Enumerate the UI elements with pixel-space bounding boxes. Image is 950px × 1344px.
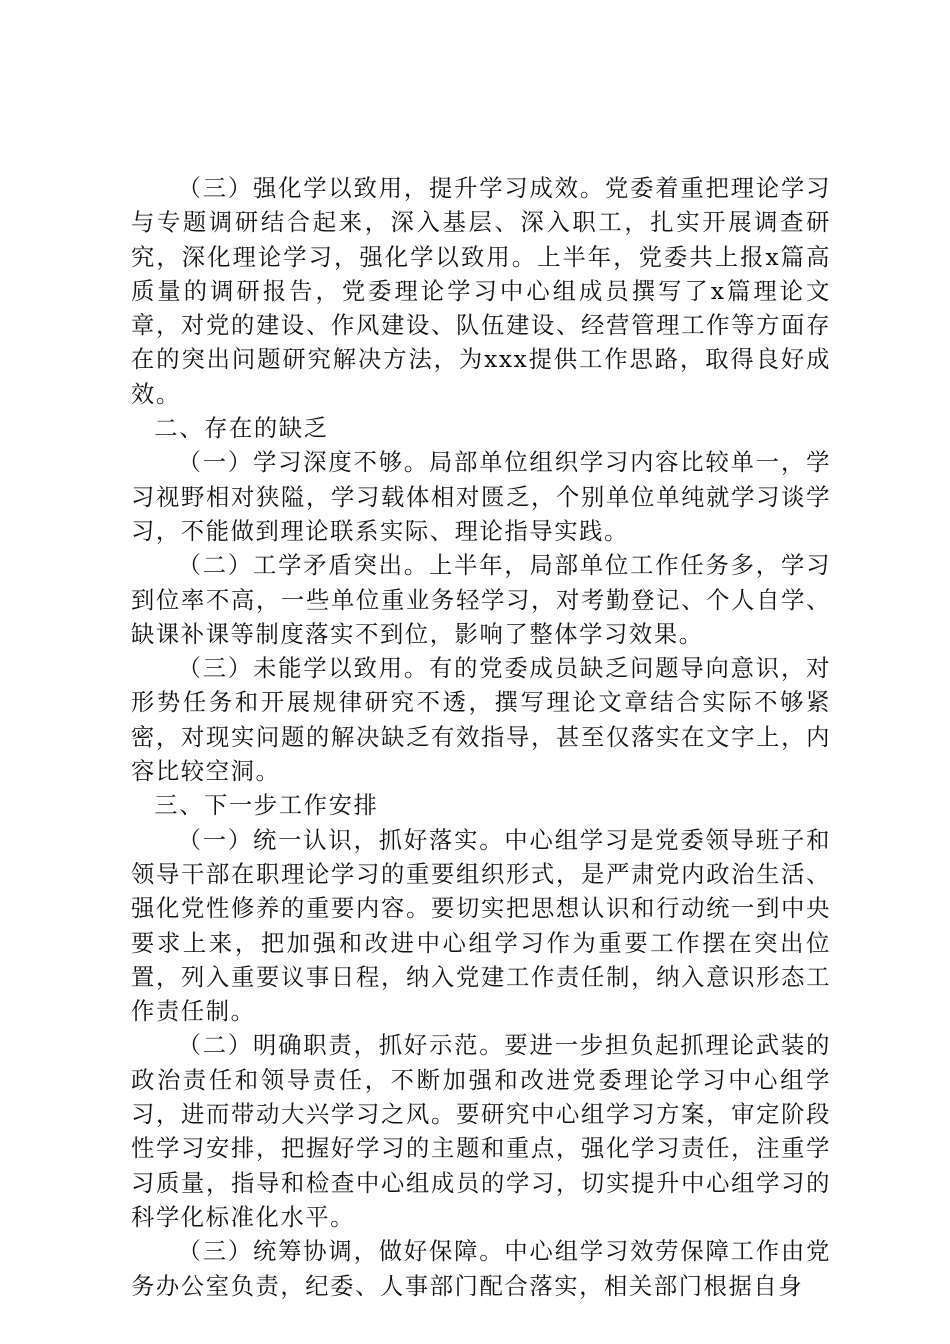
section-heading-next-steps: 三、下一步工作安排 bbox=[154, 792, 379, 820]
paragraph-unify-understanding: （一）统一认识，抓好落实。中心组学习是党委领导班子和领导干部在职理论学习的重要组织形式，是严肃党内政治生活、强化党性修养的重要内容。要切实把思想认识和行动统一到中央要求上来，把加强和改进中心组学习作为重要工作摆在突出位置，列入重要议事日程，纳入党建工作责任制，纳入意识形态工作责任制。 bbox=[131, 826, 831, 1026]
paragraph-clarify-duties: （二）明确职责，抓好示范。要进一步担负起抓理论武装的政治责任和领导责任，不断加强和改进党委理论学习中心组学习，进而带动大兴学习之风。要研究中心组学习方案，审定阶段性学习安排，把握好学习的主题和重点，强化学习责任，注重学习质量，指导和检查中心组成员的学习，切实提升中心组学习的科学化标准化水平。 bbox=[131, 1032, 831, 1231]
document-page bbox=[131, 172, 831, 1304]
paragraph-not-applied: （三）未能学以致用。有的党委成员缺乏问题导向意识，对形势任务和开展规律研究不透，撰写理论文章结合实际不够紧密，对现实问题的解决缺乏有效指导，甚至仅落实在文字上，内容比较空洞。 bbox=[131, 655, 831, 786]
paragraph-strengthen-application: （三）强化学以致用，提升学习成效。党委着重把理论学习与专题调研结合起来，深入基层、深入职工，扎实开展调查研究，深化理论学习，强化学以致用。上半年，党委共上报x篇高质量的调研报告，党委理论学习中心组成员撰写了x篇理论文章，对党的建设、作风建设、队伍建设、经营管理工作等方面存在的突出问题研究解决方法，为xxx提供工作思路，取得良好成效。 bbox=[131, 175, 831, 408]
paragraph-insufficient-depth: （一）学习深度不够。局部单位组织学习内容比较单一，学习视野相对狭隘，学习载体相对匮乏，个别单位单纯就学习谈学习，不能做到理论联系实际、理论指导实践。 bbox=[131, 449, 831, 545]
section-heading-shortcomings: 二、存在的缺乏 bbox=[154, 415, 329, 443]
paragraph-coordinate-support: （三）统筹协调，做好保障。中心组学习效劳保障工作由党务办公室负责，纪委、人事部门配合落实，相关部门根据自身 bbox=[131, 1238, 831, 1300]
paragraph-work-study-conflict: （二）工学矛盾突出。上半年，局部单位工作任务多，学习到位率不高，一些单位重业务轻学习，对考勤登记、个人自学、缺课补课等制度落实不到位，影响了整体学习效果。 bbox=[131, 552, 831, 648]
